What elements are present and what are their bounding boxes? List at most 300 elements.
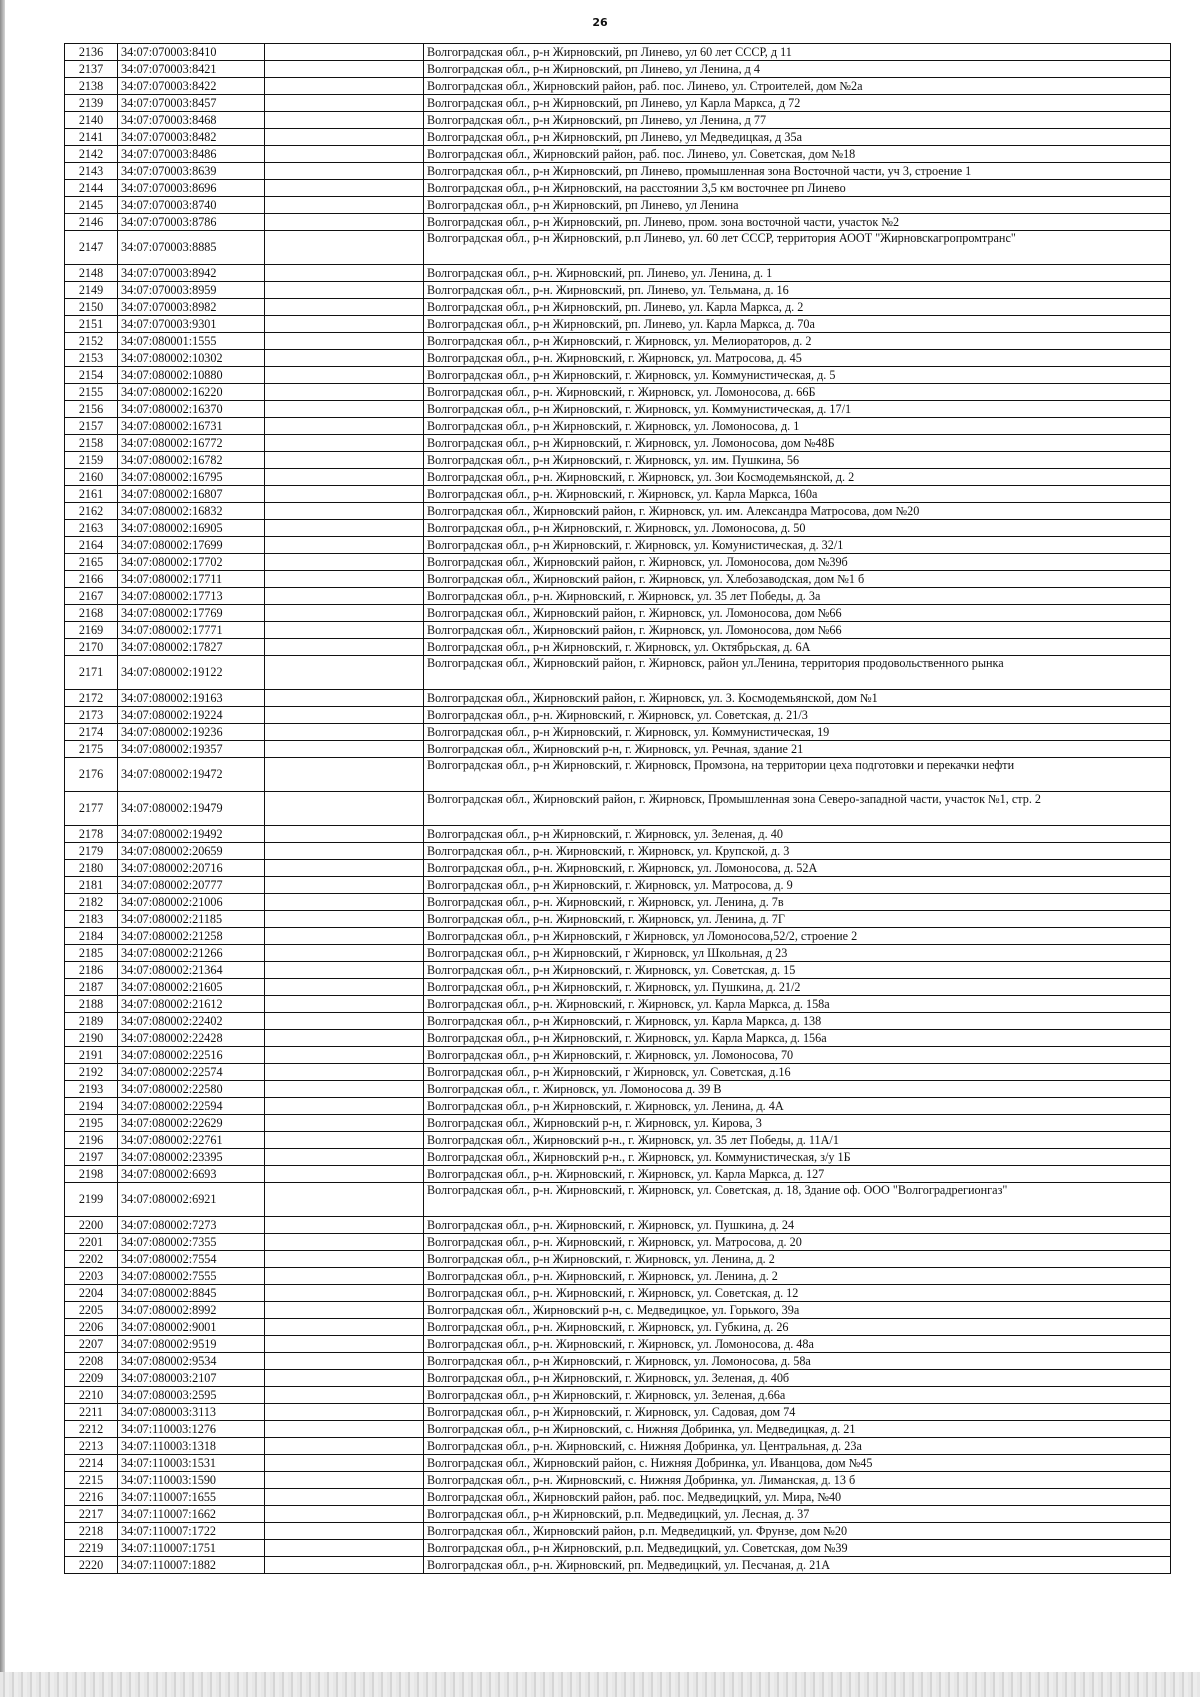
table-row — [65, 384, 1171, 401]
address-cell: Волгоградская обл., р-н Жирновский, г. Жирновск, ул. Зеленая, д.66а — [424, 1387, 1171, 1404]
cadastral-number-cell: 34:07:080002:8845 — [118, 1285, 265, 1302]
table-row — [65, 962, 1171, 979]
cadastral-number-cell: 34:07:080002:20777 — [118, 877, 265, 894]
address-cell: Волгоградская обл., р-н. Жирновский, г. Жирновск, ул. Ленина, д. 7в — [424, 894, 1171, 911]
row-number-cell: 2152 — [65, 333, 118, 350]
address-cell: Волгоградская обл., р-н Жирновский, г Жирновск, ул Школьная, д 23 — [424, 945, 1171, 962]
row-number-cell: 2219 — [65, 1540, 118, 1557]
row-number-cell: 2155 — [65, 384, 118, 401]
row-number-cell: 2175 — [65, 741, 118, 758]
cadastral-number-cell: 34:07:070003:8457 — [118, 95, 265, 112]
table-row — [65, 1183, 1171, 1217]
cadastral-number-cell: 34:07:080002:10880 — [118, 367, 265, 384]
cadastral-number-cell: 34:07:070003:8786 — [118, 214, 265, 231]
cadastral-number-cell: 34:07:080002:9001 — [118, 1319, 265, 1336]
cadastral-number-cell: 34:07:080002:16772 — [118, 435, 265, 452]
cadastral-number-cell: 34:07:070003:8421 — [118, 61, 265, 78]
cadastral-number-cell: 34:07:070003:8482 — [118, 129, 265, 146]
cadastral-number-cell: 34:07:080002:16807 — [118, 486, 265, 503]
cadastral-number-cell: 34:07:080002:7554 — [118, 1251, 265, 1268]
row-number-cell: 2168 — [65, 605, 118, 622]
cadastral-number-cell: 34:07:080002:22574 — [118, 1064, 265, 1081]
table-row — [65, 1506, 1171, 1523]
address-cell: Волгоградская обл., р-н Жирновский, г. Жирновск, ул. Ленина, д. 4А — [424, 1098, 1171, 1115]
row-number-cell: 2158 — [65, 435, 118, 452]
empty-cell — [265, 690, 424, 707]
empty-cell — [265, 1132, 424, 1149]
address-cell: Волгоградская обл., р-н. Жирновский, рп. Медведицкий, ул. Песчаная, д. 21А — [424, 1557, 1171, 1574]
row-number-cell: 2142 — [65, 146, 118, 163]
row-number-cell: 2146 — [65, 214, 118, 231]
address-cell: Волгоградская обл., р-н Жирновский, г. Жирновск, ул. Комунистическая, д. 32/1 — [424, 537, 1171, 554]
empty-cell — [265, 333, 424, 350]
empty-cell — [265, 316, 424, 333]
address-cell: Волгоградская обл., Жирновский район, раб. пос. Медведицкий, ул. Мира, №40 — [424, 1489, 1171, 1506]
cadastral-number-cell: 34:07:080002:16731 — [118, 418, 265, 435]
cadastral-number-cell: 34:07:110003:1590 — [118, 1472, 265, 1489]
empty-cell — [265, 724, 424, 741]
address-cell: Волгоградская обл., р-н Жирновский, рп. Линево, ул. Карла Маркса, д. 2 — [424, 299, 1171, 316]
cadastral-number-cell: 34:07:110003:1531 — [118, 1455, 265, 1472]
cadastral-number-cell: 34:07:080002:17699 — [118, 537, 265, 554]
address-cell: Волгоградская обл., р-н Жирновский, на расстоянии 3,5 км восточнее рп Линево — [424, 180, 1171, 197]
row-number-cell: 2164 — [65, 537, 118, 554]
table-row — [65, 1489, 1171, 1506]
address-cell: Волгоградская обл., р-н Жирновский, г. Жирновск, ул. Ломоносова, д. 58а — [424, 1353, 1171, 1370]
table-row — [65, 452, 1171, 469]
empty-cell — [265, 350, 424, 367]
address-cell: Волгоградская обл., р-н. Жирновский, г. Жирновск, ул. Карла Маркса, 160а — [424, 486, 1171, 503]
table-row — [65, 622, 1171, 639]
empty-cell — [265, 1404, 424, 1421]
empty-cell — [265, 1438, 424, 1455]
row-number-cell: 2181 — [65, 877, 118, 894]
row-number-cell: 2187 — [65, 979, 118, 996]
row-number-cell: 2149 — [65, 282, 118, 299]
table-row — [65, 435, 1171, 452]
scan-edge-bottom — [0, 1672, 1200, 1697]
row-number-cell: 2220 — [65, 1557, 118, 1574]
row-number-cell: 2190 — [65, 1030, 118, 1047]
table-row — [65, 1149, 1171, 1166]
cadastral-number-cell: 34:07:080002:19163 — [118, 690, 265, 707]
table-row — [65, 1047, 1171, 1064]
row-number-cell: 2200 — [65, 1217, 118, 1234]
table-row — [65, 1557, 1171, 1574]
address-cell: Волгоградская обл., р-н Жирновский, г. Жирновск, ул. Коммунистическая, 19 — [424, 724, 1171, 741]
empty-cell — [265, 163, 424, 180]
table-row — [65, 486, 1171, 503]
empty-cell — [265, 1081, 424, 1098]
address-cell: Волгоградская обл., р-н Жирновский, рп Линево, ул Ленина, д 77 — [424, 112, 1171, 129]
empty-cell — [265, 95, 424, 112]
table-row — [65, 418, 1171, 435]
empty-cell — [265, 1353, 424, 1370]
cadastral-number-cell: 34:07:080002:22629 — [118, 1115, 265, 1132]
empty-cell — [265, 911, 424, 928]
empty-cell — [265, 826, 424, 843]
address-cell: Волгоградская обл., р-н Жирновский, г. Жирновск, ул. Мелиораторов, д. 2 — [424, 333, 1171, 350]
address-cell: Волгоградская обл., г. Жирновск, ул. Ломоносова д. 39 В — [424, 1081, 1171, 1098]
cadastral-number-cell: 34:07:080002:16220 — [118, 384, 265, 401]
cadastral-number-cell: 34:07:110003:1276 — [118, 1421, 265, 1438]
table-row — [65, 1285, 1171, 1302]
empty-cell — [265, 928, 424, 945]
address-cell: Волгоградская обл., р-н Жирновский, г. Жирновск, ул. Коммунистическая, д. 5 — [424, 367, 1171, 384]
table-row — [65, 1302, 1171, 1319]
cadastral-number-cell: 34:07:080002:21258 — [118, 928, 265, 945]
row-number-cell: 2192 — [65, 1064, 118, 1081]
row-number-cell: 2212 — [65, 1421, 118, 1438]
empty-cell — [265, 418, 424, 435]
table-row — [65, 1455, 1171, 1472]
cadastral-number-cell: 34:07:080002:19224 — [118, 707, 265, 724]
cadastral-number-cell: 34:07:080002:22428 — [118, 1030, 265, 1047]
cadastral-number-cell: 34:07:080002:8992 — [118, 1302, 265, 1319]
empty-cell — [265, 554, 424, 571]
cadastral-number-cell: 34:07:110007:1751 — [118, 1540, 265, 1557]
empty-cell — [265, 112, 424, 129]
table-row — [65, 1438, 1171, 1455]
empty-cell — [265, 1149, 424, 1166]
table-row — [65, 605, 1171, 622]
empty-cell — [265, 78, 424, 95]
table-row — [65, 571, 1171, 588]
row-number-cell: 2211 — [65, 1404, 118, 1421]
empty-cell — [265, 1421, 424, 1438]
table-row — [65, 1234, 1171, 1251]
table-row — [65, 792, 1171, 826]
cadastral-number-cell: 34:07:070003:8410 — [118, 44, 265, 61]
empty-cell — [265, 384, 424, 401]
table-row — [65, 639, 1171, 656]
row-number-cell: 2136 — [65, 44, 118, 61]
row-number-cell: 2174 — [65, 724, 118, 741]
row-number-cell: 2157 — [65, 418, 118, 435]
cadastral-number-cell: 34:07:080001:1555 — [118, 333, 265, 350]
row-number-cell: 2176 — [65, 758, 118, 792]
cadastral-number-cell: 34:07:070003:8486 — [118, 146, 265, 163]
row-number-cell: 2151 — [65, 316, 118, 333]
row-number-cell: 2166 — [65, 571, 118, 588]
empty-cell — [265, 588, 424, 605]
table-row — [65, 1217, 1171, 1234]
row-number-cell: 2183 — [65, 911, 118, 928]
table-row — [65, 860, 1171, 877]
address-cell: Волгоградская обл., р-н. Жирновский, г. Жирновск, ул. Ленина, д. 7Г — [424, 911, 1171, 928]
cadastral-number-cell: 34:07:080002:22594 — [118, 1098, 265, 1115]
table-row — [65, 928, 1171, 945]
empty-cell — [265, 197, 424, 214]
empty-cell — [265, 1523, 424, 1540]
empty-cell — [265, 571, 424, 588]
table-row — [65, 758, 1171, 792]
empty-cell — [265, 996, 424, 1013]
cadastral-number-cell: 34:07:080002:6693 — [118, 1166, 265, 1183]
table-row — [65, 1353, 1171, 1370]
address-cell: Волгоградская обл., р-н Жирновский, г. Жирновск, ул. Коммунистическая, д. 17/1 — [424, 401, 1171, 418]
address-cell: Волгоградская обл., р-н. Жирновский, г. Жирновск, ул. Советская, д. 18, Здание оф. ООО "Волгоградрегионгаз" — [424, 1183, 1171, 1217]
address-cell: Волгоградская обл., Жирновский район, с. Нижняя Добринка, ул. Иванцова, дом №45 — [424, 1455, 1171, 1472]
empty-cell — [265, 503, 424, 520]
table-row — [65, 741, 1171, 758]
cadastral-number-cell: 34:07:070003:8468 — [118, 112, 265, 129]
address-cell: Волгоградская обл., р-н Жирновский, р.п. Медведицкий, ул. Лесная, д. 37 — [424, 1506, 1171, 1523]
address-cell: Волгоградская обл., р-н Жирновский, г. Жирновск, ул. Советская, д. 15 — [424, 962, 1171, 979]
row-number-cell: 2216 — [65, 1489, 118, 1506]
table-row — [65, 1336, 1171, 1353]
cadastral-number-cell: 34:07:110007:1655 — [118, 1489, 265, 1506]
cadastral-number-cell: 34:07:070003:8982 — [118, 299, 265, 316]
cadastral-number-cell: 34:07:110007:1662 — [118, 1506, 265, 1523]
empty-cell — [265, 299, 424, 316]
empty-cell — [265, 1506, 424, 1523]
address-cell: Волгоградская обл., Жирновский р-н, с. Медведицкое, ул. Горького, 39а — [424, 1302, 1171, 1319]
empty-cell — [265, 792, 424, 826]
row-number-cell: 2196 — [65, 1132, 118, 1149]
address-cell: Волгоградская обл., Жирновский район, г. Жирновск, ул. З. Космодемьянской, дом №1 — [424, 690, 1171, 707]
row-number-cell: 2205 — [65, 1302, 118, 1319]
cadastral-number-cell: 34:07:080002:16795 — [118, 469, 265, 486]
table-row — [65, 894, 1171, 911]
address-cell: Волгоградская обл., р-н. Жирновский, г. Жирновск, ул. Ломоносова, д. 52А — [424, 860, 1171, 877]
table-row — [65, 1115, 1171, 1132]
address-cell: Волгоградская обл., Жирновский район, р.п. Медведицкий, ул. Фрунзе, дом №20 — [424, 1523, 1171, 1540]
address-cell: Волгоградская обл., р-н Жирновский, г. Жирновск, ул. Ломоносова, 70 — [424, 1047, 1171, 1064]
cadastral-number-cell: 34:07:080002:22761 — [118, 1132, 265, 1149]
table-row — [65, 1268, 1171, 1285]
row-number-cell: 2191 — [65, 1047, 118, 1064]
table-row — [65, 843, 1171, 860]
table-row — [65, 945, 1171, 962]
table-row — [65, 350, 1171, 367]
row-number-cell: 2199 — [65, 1183, 118, 1217]
empty-cell — [265, 180, 424, 197]
cadastral-number-cell: 34:07:080002:16370 — [118, 401, 265, 418]
empty-cell — [265, 1285, 424, 1302]
cadastral-number-cell: 34:07:080002:22580 — [118, 1081, 265, 1098]
row-number-cell: 2214 — [65, 1455, 118, 1472]
row-number-cell: 2163 — [65, 520, 118, 537]
address-cell: Волгоградская обл., р-н Жирновский, рп. Линево, ул. Карла Маркса, д. 70а — [424, 316, 1171, 333]
address-cell: Волгоградская обл., р-н Жирновский, рп Линево, промышленная зона Восточной части, уч 3, строение 1 — [424, 163, 1171, 180]
row-number-cell: 2186 — [65, 962, 118, 979]
empty-cell — [265, 622, 424, 639]
table-row — [65, 588, 1171, 605]
table-row — [65, 231, 1171, 265]
row-number-cell: 2201 — [65, 1234, 118, 1251]
address-cell: Волгоградская обл., Жирновский район, г. Жирновск, Промышленная зона Северо-западной части, участок №1, стр. 2 — [424, 792, 1171, 826]
empty-cell — [265, 1540, 424, 1557]
row-number-cell: 2197 — [65, 1149, 118, 1166]
cadastral-number-cell: 34:07:080002:9534 — [118, 1353, 265, 1370]
empty-cell — [265, 741, 424, 758]
row-number-cell: 2198 — [65, 1166, 118, 1183]
address-cell: Волгоградская обл., р-н Жирновский, г. Жирновск, ул. Зеленая, д. 40 — [424, 826, 1171, 843]
table-row — [65, 503, 1171, 520]
address-cell: Волгоградская обл., р-н. Жирновский, г. Жирновск, ул. 35 лет Победы, д. 3а — [424, 588, 1171, 605]
row-number-cell: 2172 — [65, 690, 118, 707]
empty-cell — [265, 435, 424, 452]
table-row — [65, 1319, 1171, 1336]
address-cell: Волгоградская обл., р-н. Жирновский, г. Жирновск, ул. Крупской, д. 3 — [424, 843, 1171, 860]
empty-cell — [265, 758, 424, 792]
address-cell: Волгоградская обл., Жирновский район, раб. пос. Линево, ул. Советская, дом №18 — [424, 146, 1171, 163]
cadastral-number-cell: 34:07:080002:20716 — [118, 860, 265, 877]
table-row — [65, 979, 1171, 996]
row-number-cell: 2195 — [65, 1115, 118, 1132]
address-cell: Волгоградская обл., р-н. Жирновский, г. Жирновск, ул. Ленина, д. 2 — [424, 1268, 1171, 1285]
cadastral-number-cell: 34:07:080002:21185 — [118, 911, 265, 928]
row-number-cell: 2193 — [65, 1081, 118, 1098]
table-row — [65, 197, 1171, 214]
row-number-cell: 2203 — [65, 1268, 118, 1285]
address-cell: Волгоградская обл., р-н Жирновский, г. Жирновск, ул. Октябрьская, д. 6А — [424, 639, 1171, 656]
row-number-cell: 2140 — [65, 112, 118, 129]
address-cell: Волгоградская обл., Жирновский район, г. Жирновск, ул. Хлебозаводская, дом №1 б — [424, 571, 1171, 588]
address-cell: Волгоградская обл., р-н. Жирновский, г. Жирновск, ул. Карла Маркса, д. 127 — [424, 1166, 1171, 1183]
cadastral-number-cell: 34:07:080002:20659 — [118, 843, 265, 860]
cadastral-number-cell: 34:07:080002:17771 — [118, 622, 265, 639]
table-row — [65, 996, 1171, 1013]
cadastral-number-cell: 34:07:080002:17713 — [118, 588, 265, 605]
empty-cell — [265, 401, 424, 418]
table-row — [65, 78, 1171, 95]
empty-cell — [265, 44, 424, 61]
address-cell: Волгоградская обл., р-н. Жирновский, г. Жирновск, ул. Матросова, д. 45 — [424, 350, 1171, 367]
empty-cell — [265, 1472, 424, 1489]
cadastral-number-cell: 34:07:080002:17711 — [118, 571, 265, 588]
table-row — [65, 214, 1171, 231]
table-row — [65, 1064, 1171, 1081]
address-cell: Волгоградская обл., р-н. Жирновский, г. Жирновск, ул. Ломоносова, д. 48а — [424, 1336, 1171, 1353]
cadastral-number-cell: 34:07:080002:19236 — [118, 724, 265, 741]
cadastral-number-cell: 34:07:070003:8959 — [118, 282, 265, 299]
empty-cell — [265, 469, 424, 486]
cadastral-number-cell: 34:07:080002:21006 — [118, 894, 265, 911]
cadastral-number-cell: 34:07:080002:21266 — [118, 945, 265, 962]
table-row — [65, 1370, 1171, 1387]
empty-cell — [265, 962, 424, 979]
table-row — [65, 44, 1171, 61]
table-row — [65, 1081, 1171, 1098]
table-row — [65, 911, 1171, 928]
address-cell: Волгоградская обл., р-н. Жирновский, с. Нижняя Добринка, ул. Лиманская, д. 13 б — [424, 1472, 1171, 1489]
cadastral-number-cell: 34:07:110003:1318 — [118, 1438, 265, 1455]
row-number-cell: 2204 — [65, 1285, 118, 1302]
table-row — [65, 1132, 1171, 1149]
cadastral-number-cell: 34:07:080002:16905 — [118, 520, 265, 537]
table-row — [65, 299, 1171, 316]
cadastral-number-cell: 34:07:070003:8942 — [118, 265, 265, 282]
empty-cell — [265, 231, 424, 265]
row-number-cell: 2145 — [65, 197, 118, 214]
cadastral-number-cell: 34:07:080002:9519 — [118, 1336, 265, 1353]
table-row — [65, 707, 1171, 724]
cadastral-number-cell: 34:07:080002:21364 — [118, 962, 265, 979]
table-row — [65, 367, 1171, 384]
row-number-cell: 2156 — [65, 401, 118, 418]
table-row — [65, 401, 1171, 418]
row-number-cell: 2173 — [65, 707, 118, 724]
row-number-cell: 2165 — [65, 554, 118, 571]
address-cell: Волгоградская обл., р-н Жирновский, р.п. Медведицкий, ул. Советская, дом №39 — [424, 1540, 1171, 1557]
address-cell: Волгоградская обл., Жирновский р-н., г. Жирновск, ул. Коммунистическая, з/у 1Б — [424, 1149, 1171, 1166]
empty-cell — [265, 129, 424, 146]
empty-cell — [265, 894, 424, 911]
address-cell: Волгоградская обл., р-н Жирновский, г. Жирновск, Промзона, на территории цеха подготовки и перекачки нефти — [424, 758, 1171, 792]
row-number-cell: 2217 — [65, 1506, 118, 1523]
cadastral-number-cell: 34:07:070003:8740 — [118, 197, 265, 214]
table-row — [65, 1523, 1171, 1540]
empty-cell — [265, 1217, 424, 1234]
table-row — [65, 1030, 1171, 1047]
row-number-cell: 2179 — [65, 843, 118, 860]
registry-table-body — [65, 44, 1171, 1574]
row-number-cell: 2210 — [65, 1387, 118, 1404]
row-number-cell: 2143 — [65, 163, 118, 180]
row-number-cell: 2178 — [65, 826, 118, 843]
cadastral-number-cell: 34:07:080002:19492 — [118, 826, 265, 843]
cadastral-number-cell: 34:07:080002:6921 — [118, 1183, 265, 1217]
row-number-cell: 2215 — [65, 1472, 118, 1489]
registry-table — [64, 43, 1171, 1574]
row-number-cell: 2148 — [65, 265, 118, 282]
table-row — [65, 690, 1171, 707]
empty-cell — [265, 146, 424, 163]
scan-edge-left — [0, 0, 5, 1697]
row-number-cell: 2189 — [65, 1013, 118, 1030]
address-cell: Волгоградская обл., р-н Жирновский, г. Жирновск, ул. Ломоносова, дом №48Б — [424, 435, 1171, 452]
empty-cell — [265, 1455, 424, 1472]
row-number-cell: 2170 — [65, 639, 118, 656]
empty-cell — [265, 1302, 424, 1319]
address-cell: Волгоградская обл., р-н. Жирновский, г. Жирновск, ул. Советская, д. 21/3 — [424, 707, 1171, 724]
row-number-cell: 2182 — [65, 894, 118, 911]
empty-cell — [265, 61, 424, 78]
table-row — [65, 95, 1171, 112]
address-cell: Волгоградская обл., Жирновский район, г. Жирновск, ул. Ломоносова, дом №66 — [424, 622, 1171, 639]
address-cell: Волгоградская обл., р-н. Жирновский, г. Жирновск, ул. Советская, д. 12 — [424, 1285, 1171, 1302]
row-number-cell: 2185 — [65, 945, 118, 962]
address-cell: Волгоградская обл., р-н. Жирновский, г. Жирновск, ул. Ломоносова, д. 66Б — [424, 384, 1171, 401]
address-cell: Волгоградская обл., р-н Жирновский, г. Жирновск, ул. Матросова, д. 9 — [424, 877, 1171, 894]
address-cell: Волгоградская обл., р-н Жирновский, р.п Линево, ул. 60 лет СССР, территория АООТ "Жирновскагропромтранс" — [424, 231, 1171, 265]
table-row — [65, 129, 1171, 146]
cadastral-number-cell: 34:07:080002:22402 — [118, 1013, 265, 1030]
cadastral-number-cell: 34:07:070003:8639 — [118, 163, 265, 180]
row-number-cell: 2194 — [65, 1098, 118, 1115]
cadastral-number-cell: 34:07:080002:10302 — [118, 350, 265, 367]
address-cell: Волгоградская обл., р-н Жирновский, рп. Линево, пром. зона восточной части, участок №2 — [424, 214, 1171, 231]
table-row — [65, 333, 1171, 350]
address-cell: Волгоградская обл., Жирновский р-н., г. Жирновск, ул. 35 лет Победы, д. 11А/1 — [424, 1132, 1171, 1149]
empty-cell — [265, 979, 424, 996]
empty-cell — [265, 1557, 424, 1574]
address-cell: Волгоградская обл., р-н Жирновский, рп Линево, ул Карла Маркса, д 72 — [424, 95, 1171, 112]
address-cell: Волгоградская обл., р-н. Жирновский, г. Жирновск, ул. Пушкина, д. 24 — [424, 1217, 1171, 1234]
table-row — [65, 146, 1171, 163]
empty-cell — [265, 1387, 424, 1404]
row-number-cell: 2184 — [65, 928, 118, 945]
empty-cell — [265, 639, 424, 656]
table-row — [65, 180, 1171, 197]
address-cell: Волгоградская обл., р-н Жирновский, г. Жирновск, ул. Карла Маркса, д. 138 — [424, 1013, 1171, 1030]
row-number-cell: 2139 — [65, 95, 118, 112]
empty-cell — [265, 367, 424, 384]
cadastral-number-cell: 34:07:070003:8422 — [118, 78, 265, 95]
address-cell: Волгоградская обл., р-н Жирновский, рп Линево, ул Медведицкая, д 35а — [424, 129, 1171, 146]
